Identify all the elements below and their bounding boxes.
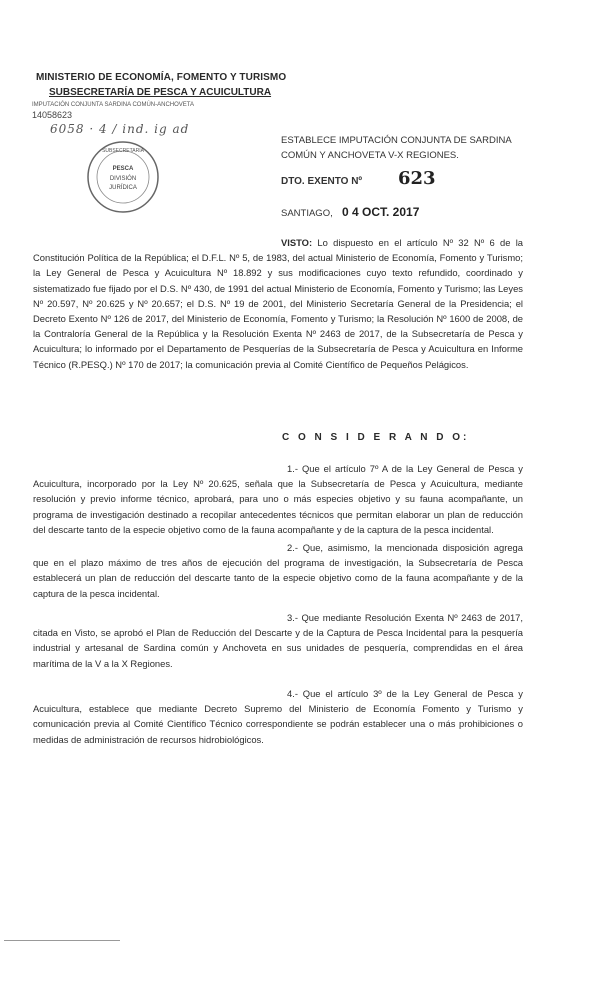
decree-subject: ESTABLECE IMPUTACIÓN CONJUNTA DE SARDINA COMÚN Y ANCHOVETA V-X REGIONES.: [281, 135, 512, 161]
ministry-name: MINISTERIO DE ECONOMÍA, FOMENTO Y TURISMO: [36, 72, 287, 83]
considerando-item-4: 4.- Que el artículo 3º de la Ley General de Pesca y Acuicultura, establece que mediante Decreto Supremo del Ministerio de Economía Fomento y Turismo y comunicación previa al Comité Científico Técnico correspondiente se podrán establecer una o más prohibiciones o medidas de administración de recursos hidrobiológicos.: [33, 688, 523, 745]
seal-line-1: PESCA: [112, 166, 134, 172]
visto-label: VISTO:: [281, 237, 313, 248]
visto-paragraph: [33, 235, 523, 372]
decree-number: 623: [398, 168, 436, 189]
seal-line-2: DIVISIÓN: [109, 176, 137, 182]
considerando-item-2: 2.- Que, asimismo, la mencionada disposición agrega que en el plazo máximo de tres años de ejecución del programa de investigación, la Subsecretaría de Pesca establecerá un plan de reducción del descarte tanto de la especie objetivo como de la fauna acompañante y de la captura de la pesca incidental.: [33, 542, 523, 599]
considerando-item-1: 1.- Que el artículo 7º A de la Ley General de Pesca y Acuicultura, incorporado por la Ley Nº 20.625, señala que la Subsecretaría de Pesca y Acuicultura, mediante resolución y previo informe técnico, aprobará, para uno o más especies objetivo y su fauna acompañante, un programa de investigación destinado a recopilar antecedentes técnicos que permitan elaborar un plan de reducción del descarte tanto de la especie objetivo como de la fauna acompañante y de la captura de la pesca incidental.: [33, 463, 523, 535]
footer-divider: [4, 940, 120, 941]
considerando-item-3: 3.- Que mediante Resolución Exenta Nº 2463 de 2017, citada en Visto, se aprobó el Plan de Reducción del Descarte y de la Captura de Pesca Incidental para la pesquería industrial y artesanal de Sardina común y Anchoveta en sus unidades de pesquería, comprendidas en el área marítima de la V a la X Regiones.: [33, 612, 523, 669]
decree-place: SANTIAGO,: [281, 208, 333, 219]
reference-code: 14058623: [32, 110, 73, 120]
decree-label: DTO. EXENTO Nº: [281, 176, 363, 187]
considerando-heading: C O N S I D E R A N D O:: [282, 432, 470, 443]
internal-reference-line: IMPUTACIÓN CONJUNTA SARDINA COMÚN-ANCHOVETA: [32, 102, 195, 108]
visto-text: Lo dispuesto en el artículo Nº 32 Nº 6 de la Constitución Política de la República; el D.F.L. Nº 5, de 1983, del actual Ministerio de Economía, Fomento y Turismo; la Ley General de Pesca y Acuicultura Nº 18.892 y sus modificaciones cuyo texto refundido, coordinado y sistematizado fue fijado por el D.S. Nº 430, de 1991 del actual Ministerio de Economía, Fomento y Turismo; las Leyes Nº 20.597, Nº 20.625 y Nº 20.657; el D.S. Nº 19 de 2001, del Ministerio Secretaría General de la Presidencia; el Decreto Exento Nº 126 de 2017, del Ministerio de Economía, Fomento y Turismo; la Resolución Nº 1600 de 2008, de la Contraloría General de la República y la Resolución Exenta Nº 2463 de 2017, de la Subsecretaría de Pesca y Acuicultura; lo informado por el Departamento de Pesquerías de la Subsecretaría de Pesca y Acuicultura en Informe Técnico (R.PESQ.) Nº 170 de 2017; la comunicación previa al Comité Científico de Pequeños Pelágicos.: [33, 237, 523, 370]
seal-line-3: JURÍDICA: [109, 185, 137, 191]
subsecretaria-name: SUBSECRETARÍA DE PESCA Y ACUICULTURA: [49, 87, 272, 98]
handwritten-annotation: 6058 · 4 / ind. ig ad: [50, 122, 190, 136]
official-seal-stamp: [86, 140, 160, 214]
decree-date: 0 4 OCT. 2017: [342, 205, 420, 219]
seal-top-text: SUBSECRETARIA: [102, 148, 144, 154]
